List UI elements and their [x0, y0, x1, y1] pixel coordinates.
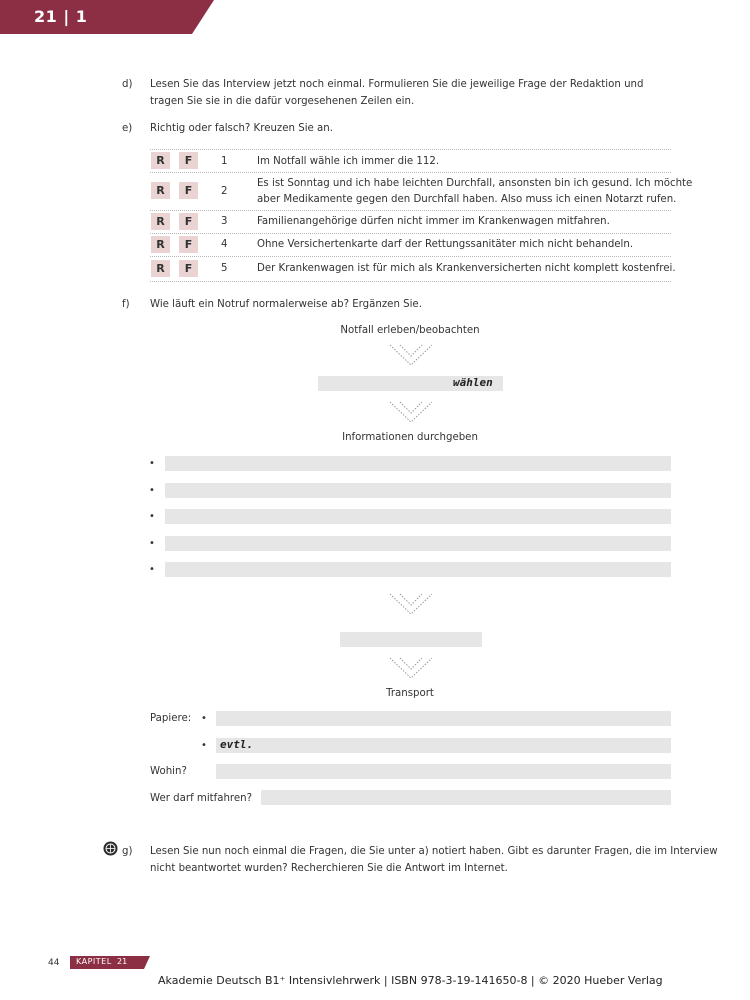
task-f-letter: f) — [122, 299, 130, 310]
chapter-code: 21 | 1 — [34, 7, 88, 26]
destination-label: Wohin? — [150, 766, 187, 777]
task-e-letter: e) — [122, 123, 133, 134]
table-divider — [150, 172, 671, 173]
true-checkbox-2[interactable]: R — [151, 182, 170, 199]
internet-research-icon — [103, 841, 118, 856]
true-checkbox-5[interactable]: R — [151, 260, 170, 277]
bullet: • — [201, 740, 207, 751]
flow-arrow-down-icon — [388, 400, 434, 425]
task-g-line1: Lesen Sie nun noch einmal die Fragen, die Sie unter a) notiert haben. Gibt es darunter Fragen, die im Interview — [150, 846, 718, 857]
table-divider — [150, 149, 671, 150]
bullet: • — [149, 564, 155, 575]
chapter-badge — [70, 956, 150, 969]
page-number: 44 — [48, 958, 60, 968]
chapter-header-tab — [0, 0, 214, 34]
passenger-label: Wer darf mitfahren? — [150, 793, 253, 804]
footer-credit: Akademie Deutsch B1⁺ Intensivlehrwerk | ISBN 978-3-19-141650-8 | © 2020 Hueber Verlag — [158, 974, 663, 987]
bullet: • — [201, 713, 207, 724]
task-d-line1: Lesen Sie das Interview jetzt noch einmal. Formulieren Sie die jeweilige Frage der Redaktion und — [150, 79, 644, 90]
chapter-badge-number: 21 — [117, 957, 128, 966]
true-checkbox-4[interactable]: R — [151, 236, 170, 253]
info-field-1[interactable] — [165, 456, 671, 471]
statement-text-3: Familienangehörige dürfen nicht immer im Krankenwagen mitfahren. — [257, 216, 610, 227]
flow-arrow-down-icon — [388, 343, 434, 368]
false-checkbox-5[interactable]: F — [179, 260, 198, 277]
bullet: • — [149, 538, 155, 549]
task-g-letter: g) — [122, 846, 133, 857]
papers-field-1[interactable] — [216, 711, 671, 726]
flow-step-information: Informationen durchgeben — [342, 432, 478, 443]
table-divider — [150, 281, 671, 282]
destination-field[interactable] — [216, 764, 671, 779]
statement-number-2: 2 — [221, 186, 228, 197]
false-checkbox-1[interactable]: F — [179, 152, 198, 169]
statement-number-4: 4 — [221, 239, 228, 250]
info-field-4[interactable] — [165, 536, 671, 551]
chapter-badge-label: KAPITEL — [76, 957, 112, 966]
true-checkbox-3[interactable]: R — [151, 213, 170, 230]
info-field-3[interactable] — [165, 509, 671, 524]
task-e-instruction: Richtig oder falsch? Kreuzen Sie an. — [150, 123, 333, 134]
dial-handwritten-text: wählen — [453, 376, 493, 389]
statement-text-2b: aber Medikamente gegen den Durchfall haben. Also muss ich einen Notarzt rufen. — [257, 194, 677, 205]
table-divider — [150, 210, 671, 211]
statement-number-1: 1 — [221, 156, 228, 167]
false-checkbox-4[interactable]: F — [179, 236, 198, 253]
passenger-field[interactable] — [261, 790, 671, 805]
task-g-line2: nicht beantwortet wurden? Recherchieren Sie die Antwort im Internet. — [150, 863, 508, 874]
statement-text-4: Ohne Versichertenkarte darf der Rettungssanitäter mich nicht behandeln. — [257, 239, 634, 250]
flow-arrow-down-icon — [388, 656, 434, 681]
table-divider — [150, 256, 671, 257]
info-field-2[interactable] — [165, 483, 671, 498]
statement-text-2a: Es ist Sonntag und ich habe leichten Durchfall, ansonsten bin ich gesund. Ich möchte — [257, 178, 693, 189]
task-d-line2: tragen Sie sie in die dafür vorgesehenen Zeilen ein. — [150, 96, 415, 107]
bullet: • — [149, 458, 155, 469]
false-checkbox-2[interactable]: F — [179, 182, 198, 199]
task-f-instruction: Wie läuft ein Notruf normalerweise ab? Ergänzen Sie. — [150, 299, 422, 310]
statement-number-5: 5 — [221, 263, 228, 274]
papers-label: Papiere: — [150, 713, 192, 724]
statement-number-3: 3 — [221, 216, 228, 227]
table-divider — [150, 233, 671, 234]
papers-handwritten-text: evtl. — [220, 738, 254, 751]
statement-text-1: Im Notfall wähle ich immer die 112. — [257, 156, 440, 167]
info-field-5[interactable] — [165, 562, 671, 577]
flow-step-field[interactable] — [340, 632, 482, 647]
flow-arrow-down-icon — [388, 592, 434, 617]
true-checkbox-1[interactable]: R — [151, 152, 170, 169]
flow-step-emergency: Notfall erleben/beobachten — [340, 325, 480, 336]
task-d-letter: d) — [122, 79, 133, 90]
false-checkbox-3[interactable]: F — [179, 213, 198, 230]
bullet: • — [149, 511, 155, 522]
statement-text-5: Der Krankenwagen ist für mich als Krankenversicherten nicht komplett kostenfrei. — [257, 263, 676, 274]
papers-field-2[interactable] — [216, 738, 671, 753]
flow-step-transport: Transport — [386, 688, 434, 699]
bullet: • — [149, 485, 155, 496]
